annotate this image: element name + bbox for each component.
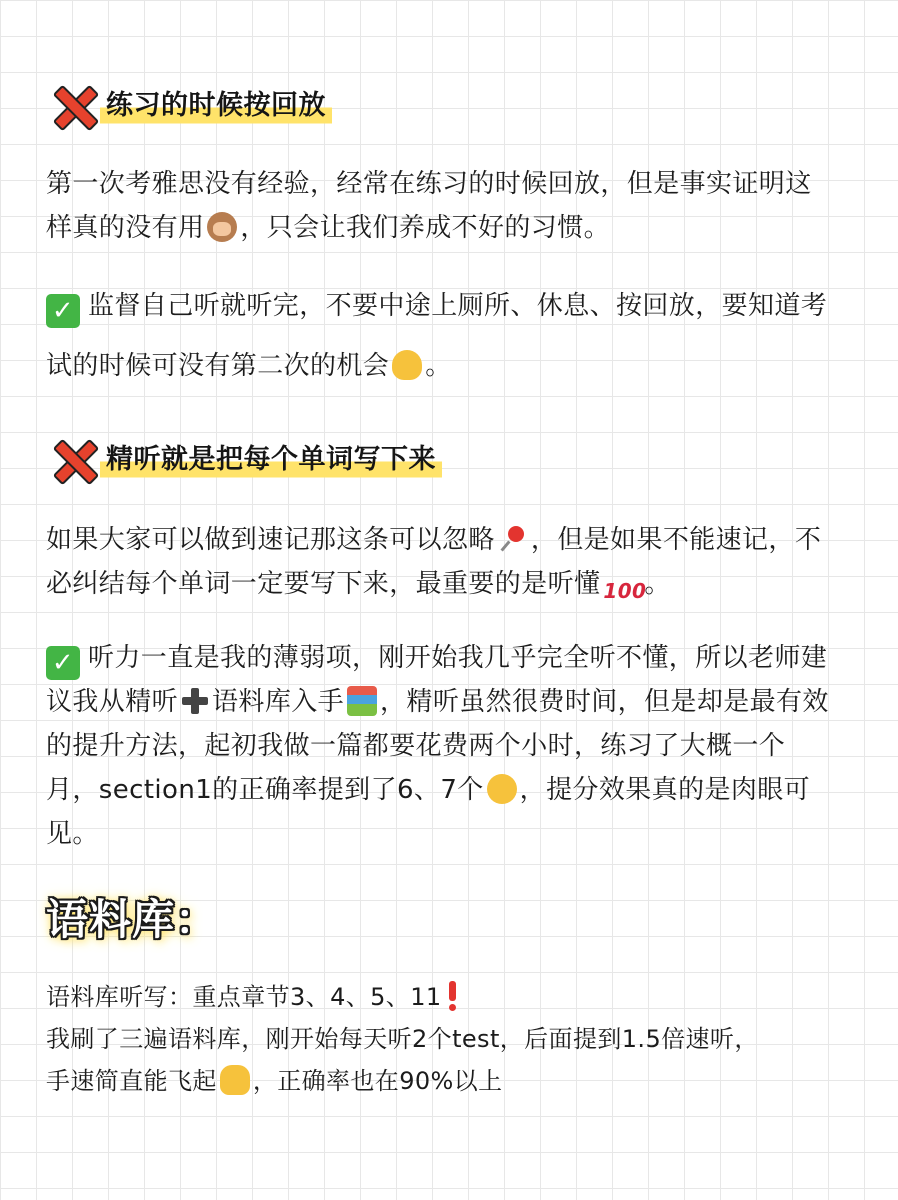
content [46, 78, 858, 1102]
paragraph-shorthand: 如果大家可以做到速记那这条可以忽略 ，但是如果不能速记，不 必纠结每个单词一定要写下来，最重要的是听懂 100。 [46, 518, 858, 606]
cross-mark-icon [52, 439, 94, 481]
books-icon [347, 686, 377, 716]
cross-mark-icon [52, 85, 94, 127]
paragraph-replay-experience: 第一次考雅思没有经验，经常在练习的时候回放，但是事实证明这 样真的没有用 ，只会让我们养成不好的习惯。 [46, 169, 812, 243]
paragraph-corpus: 语料库听写：重点章节3、4、5、11 我刷了三遍语料库，刚开始每天听2个test，后面提到1.5倍速听， 手速简直能飞起 ，正确率也在90%以上 [46, 983, 759, 1095]
pushpin-icon [498, 524, 528, 554]
thumbs-up-icon [220, 1065, 250, 1095]
heading-text: 练习的时候按回放 [100, 86, 332, 126]
corpus-title: 语料库： [46, 895, 219, 944]
section-heading-intensive-listening [46, 432, 858, 488]
heading-text: 精听就是把每个单词写下来 [100, 440, 442, 480]
section-heading-replay [46, 78, 858, 134]
exclamation-mark-icon [445, 981, 459, 1011]
clapping-hands-icon [487, 774, 517, 804]
see-no-evil-monkey-icon [207, 212, 237, 242]
check-mark-icon: ✓ [46, 294, 80, 328]
paragraph-listening-weakness: ✓ 听力一直是我的薄弱项，刚开始我几乎完全听不懂，所以老师建 议我从精听 语料库入手 ，精听虽然很费时间，但是却是最有效 的提升方法，起初我做一篇都要花费两个小时，练习了大概一个 月，section1的正确率提到了6、7个 ，提分效果真的是肉眼可 见。 [46, 643, 829, 849]
check-mark-icon: ✓ [46, 646, 80, 680]
paragraph-replay-tip: ✓ 监督自己听就听完，不要中途上厕所、休息、按回放，要知道考 试的时候可没有第二次的机会 。 [46, 291, 828, 381]
plus-icon [181, 686, 209, 716]
flexed-biceps-icon [392, 350, 422, 380]
hundred-points-icon: 100 [603, 579, 647, 603]
